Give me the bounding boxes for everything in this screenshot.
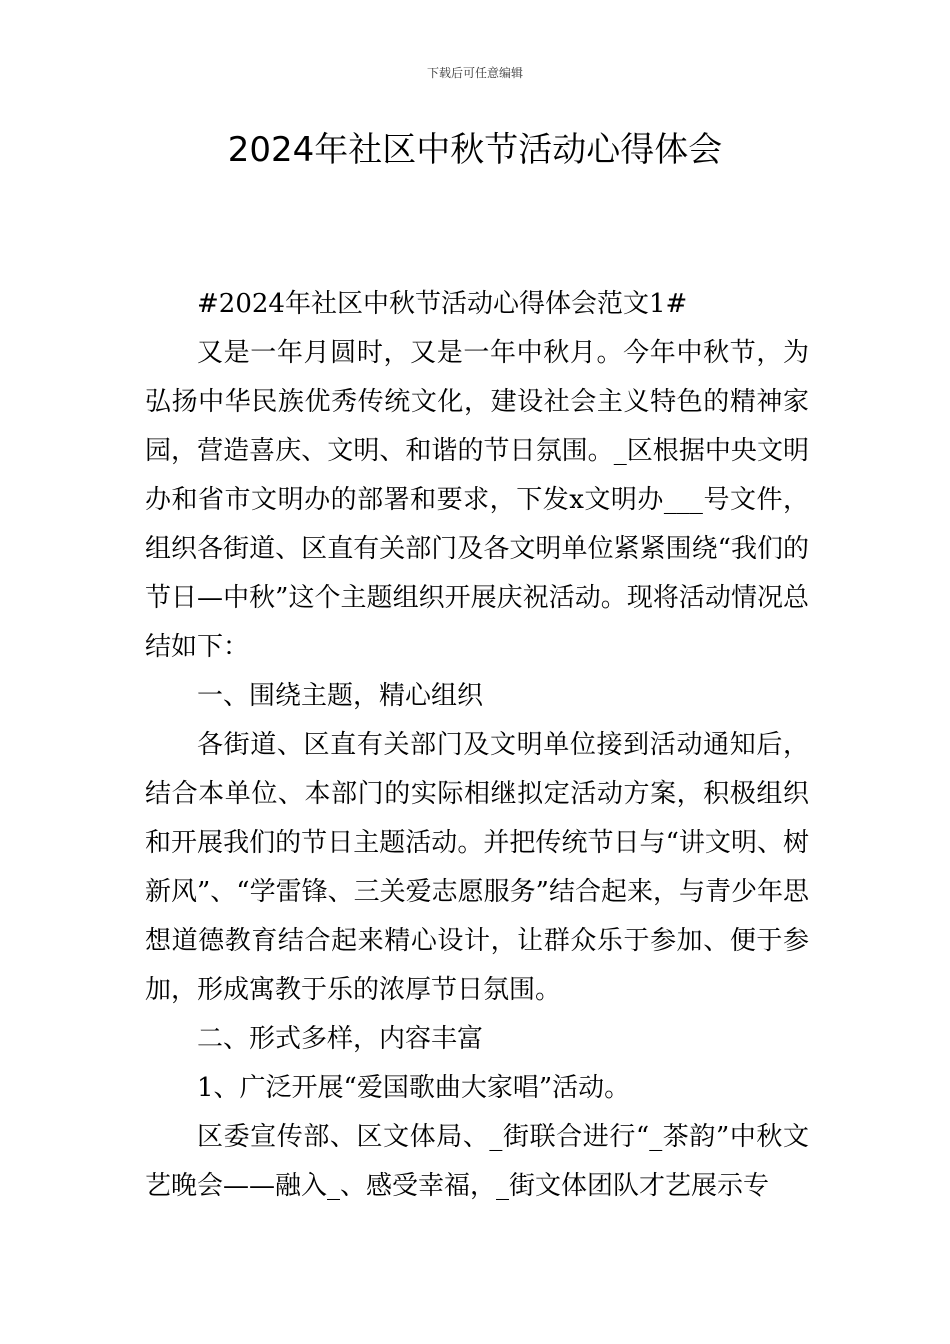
section-heading: 二、形式多样，内容丰富: [197, 1024, 484, 1054]
subtitle-paragraph: #2024年社区中秋节活动心得体会范文1#: [197, 289, 688, 319]
header-note: 下载后可任意编辑: [426, 66, 523, 80]
body-paragraph: 区委宣传部、区文体局、_街联合进行“_茶韵”中秋文艺晚会——融入_、感受幸福，_街文体团队才艺展示专: [145, 1122, 809, 1201]
document-body: [145, 280, 809, 1211]
body-paragraph: 又是一年月圆时，又是一年中秋月。今年中秋节，为弘扬中华民族优秀传统文化，建设社会主义特色的精神家园，营造喜庆、文明、和谐的节日氛围。_区根据中央文明办和省市文明办的部署和要求，下发x文明办___号文件，组织各街道、区直有关部门及各文明单位紧紧围绕“我们的节日—中秋”这个主题组织开展庆祝活动。现将活动情况总结如下：: [145, 338, 809, 662]
sub-heading: 1、广泛开展“爱国歌曲大家唱”活动。: [197, 1073, 631, 1103]
body-paragraph: 各街道、区直有关部门及文明单位接到活动通知后，结合本单位、本部门的实际相继拟定活动方案，积极组织和开展我们的节日主题活动。并把传统节日与“讲文明、树新风”、“学雷锋、三关爱志愿服务”结合起来，与青少年思想道德教育结合起来精心设计，让群众乐于参加、便于参加，形成寓教于乐的浓厚节日氛围。: [145, 730, 809, 1005]
document-title: 2024年社区中秋节活动心得体会: [227, 130, 723, 170]
section-heading: 一、围绕主题，精心组织: [197, 681, 484, 711]
